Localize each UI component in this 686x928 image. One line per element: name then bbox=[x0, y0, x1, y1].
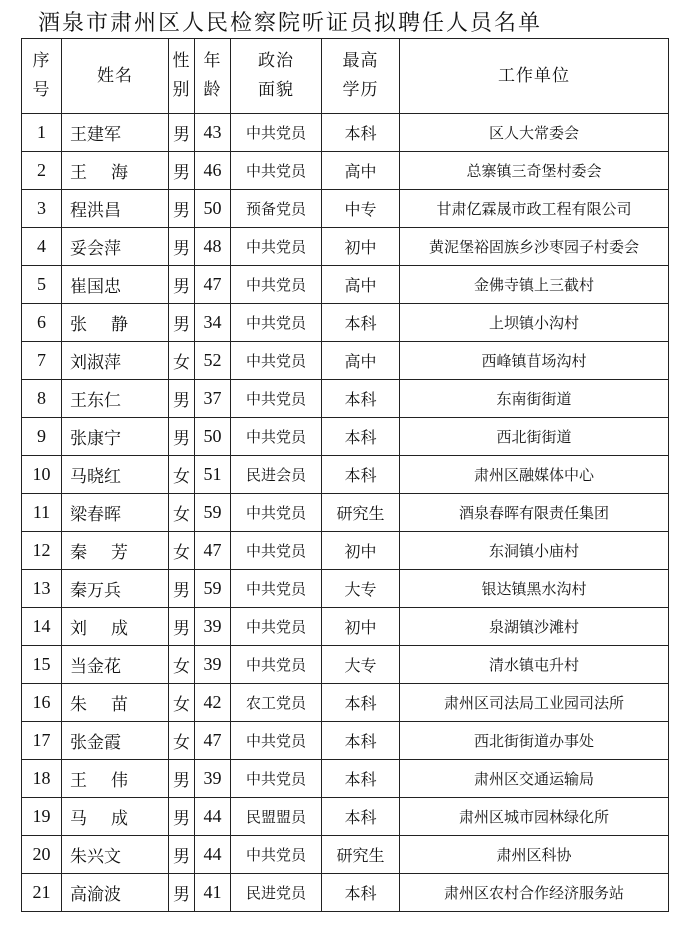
row-education: 初中 bbox=[322, 532, 400, 570]
row-sex: 女 bbox=[169, 342, 195, 380]
row-name-part: 刘淑萍 bbox=[70, 353, 121, 373]
row-party: 民盟盟员 bbox=[231, 798, 322, 836]
table-row bbox=[22, 646, 669, 684]
header-party-line2: 面貌 bbox=[258, 80, 294, 100]
table-row bbox=[22, 608, 669, 646]
row-age: 43 bbox=[195, 114, 231, 152]
table-row bbox=[22, 836, 669, 874]
row-number: 13 bbox=[22, 570, 62, 608]
row-name-part: 妥会萍 bbox=[70, 239, 121, 259]
row-age: 47 bbox=[195, 722, 231, 760]
header-no-line1: 序 bbox=[32, 51, 51, 71]
row-work-unit: 西峰镇苜场沟村 bbox=[400, 342, 669, 380]
table-row bbox=[22, 228, 669, 266]
header-no bbox=[22, 39, 62, 114]
row-party: 中共党员 bbox=[231, 722, 322, 760]
row-education: 研究生 bbox=[322, 494, 400, 532]
row-number: 9 bbox=[22, 418, 62, 456]
row-sex: 女 bbox=[169, 722, 195, 760]
row-name bbox=[62, 456, 169, 494]
row-work-unit: 肃州区科协 bbox=[400, 836, 669, 874]
row-number: 1 bbox=[22, 114, 62, 152]
row-education: 本科 bbox=[322, 456, 400, 494]
row-education: 研究生 bbox=[322, 836, 400, 874]
table-row bbox=[22, 342, 669, 380]
header-no-line2: 号 bbox=[32, 80, 51, 100]
row-number: 11 bbox=[22, 494, 62, 532]
row-number: 14 bbox=[22, 608, 62, 646]
row-number: 10 bbox=[22, 456, 62, 494]
header-edu-line1: 最高 bbox=[342, 51, 379, 71]
row-education: 本科 bbox=[322, 722, 400, 760]
row-education: 本科 bbox=[322, 874, 400, 912]
row-party: 中共党员 bbox=[231, 152, 322, 190]
row-education: 高中 bbox=[322, 342, 400, 380]
table-row bbox=[22, 418, 669, 456]
header-age bbox=[195, 39, 231, 114]
row-work-unit: 肃州区融媒体中心 bbox=[400, 456, 669, 494]
row-work-unit: 肃州区农村合作经济服务站 bbox=[400, 874, 669, 912]
row-name bbox=[62, 418, 169, 456]
roster-table bbox=[21, 38, 669, 912]
table-row bbox=[22, 722, 669, 760]
row-sex: 男 bbox=[169, 760, 195, 798]
row-name bbox=[62, 380, 169, 418]
row-number: 17 bbox=[22, 722, 62, 760]
row-name-part: 王东仁 bbox=[70, 391, 121, 411]
row-name bbox=[62, 228, 169, 266]
table-row bbox=[22, 874, 669, 912]
row-work-unit: 东南街街道 bbox=[400, 380, 669, 418]
row-name-part: 程洪昌 bbox=[70, 201, 121, 221]
row-sex: 男 bbox=[169, 608, 195, 646]
row-name-part: 王 bbox=[70, 771, 87, 791]
row-name-part: 张 bbox=[70, 315, 87, 335]
row-party: 中共党员 bbox=[231, 836, 322, 874]
row-name bbox=[62, 608, 169, 646]
header-name: 姓名 bbox=[62, 39, 169, 114]
row-sex: 女 bbox=[169, 494, 195, 532]
row-name-part: 成 bbox=[111, 619, 128, 639]
row-party: 中共党员 bbox=[231, 380, 322, 418]
row-name bbox=[62, 152, 169, 190]
row-number: 12 bbox=[22, 532, 62, 570]
row-work-unit: 肃州区司法局工业园司法所 bbox=[400, 684, 669, 722]
row-age: 51 bbox=[195, 456, 231, 494]
header-edu bbox=[322, 39, 400, 114]
row-party: 中共党员 bbox=[231, 494, 322, 532]
row-sex: 女 bbox=[169, 456, 195, 494]
row-sex: 男 bbox=[169, 266, 195, 304]
table-row bbox=[22, 304, 669, 342]
row-name-part: 高渝波 bbox=[70, 885, 121, 905]
row-party: 中共党员 bbox=[231, 342, 322, 380]
row-name bbox=[62, 798, 169, 836]
row-number: 3 bbox=[22, 190, 62, 228]
row-work-unit: 甘肃亿霖晟市政工程有限公司 bbox=[400, 190, 669, 228]
row-sex: 男 bbox=[169, 798, 195, 836]
row-work-unit: 东洞镇小庙村 bbox=[400, 532, 669, 570]
row-age: 47 bbox=[195, 532, 231, 570]
row-work-unit: 银达镇黑水沟村 bbox=[400, 570, 669, 608]
header-sex-line2: 别 bbox=[172, 80, 191, 100]
row-age: 59 bbox=[195, 494, 231, 532]
table-row bbox=[22, 152, 669, 190]
row-sex: 男 bbox=[169, 304, 195, 342]
row-education: 大专 bbox=[322, 646, 400, 684]
row-sex: 男 bbox=[169, 228, 195, 266]
header-sex-line1: 性 bbox=[172, 51, 191, 71]
row-education: 本科 bbox=[322, 684, 400, 722]
row-number: 18 bbox=[22, 760, 62, 798]
row-age: 42 bbox=[195, 684, 231, 722]
header-sex bbox=[169, 39, 195, 114]
row-education: 本科 bbox=[322, 418, 400, 456]
row-party: 民进党员 bbox=[231, 874, 322, 912]
row-party: 中共党员 bbox=[231, 570, 322, 608]
table-row bbox=[22, 114, 669, 152]
row-work-unit: 肃州区交通运输局 bbox=[400, 760, 669, 798]
row-sex: 男 bbox=[169, 874, 195, 912]
page-title: 酒泉市肃州区人民检察院听证员拟聘任人员名单 bbox=[37, 11, 542, 36]
row-work-unit: 上坝镇小沟村 bbox=[400, 304, 669, 342]
header-row bbox=[22, 39, 669, 114]
row-age: 50 bbox=[195, 418, 231, 456]
row-name-part: 成 bbox=[111, 809, 128, 829]
row-number: 21 bbox=[22, 874, 62, 912]
row-party: 预备党员 bbox=[231, 190, 322, 228]
header-unit: 工作单位 bbox=[400, 39, 669, 114]
row-education: 本科 bbox=[322, 114, 400, 152]
row-work-unit: 泉湖镇沙滩村 bbox=[400, 608, 669, 646]
row-party: 中共党员 bbox=[231, 114, 322, 152]
row-sex: 男 bbox=[169, 190, 195, 228]
row-party: 民进会员 bbox=[231, 456, 322, 494]
row-sex: 男 bbox=[169, 836, 195, 874]
header-party-line1: 政治 bbox=[258, 51, 294, 71]
row-name bbox=[62, 760, 169, 798]
table-row bbox=[22, 266, 669, 304]
row-name-part: 马 bbox=[70, 809, 87, 829]
row-age: 44 bbox=[195, 798, 231, 836]
table-row bbox=[22, 380, 669, 418]
row-party: 中共党员 bbox=[231, 266, 322, 304]
row-sex: 女 bbox=[169, 646, 195, 684]
row-age: 39 bbox=[195, 646, 231, 684]
row-name bbox=[62, 836, 169, 874]
row-name-part: 张康宁 bbox=[70, 429, 121, 449]
row-education: 初中 bbox=[322, 608, 400, 646]
row-name bbox=[62, 684, 169, 722]
row-party: 中共党员 bbox=[231, 418, 322, 456]
header-party bbox=[231, 39, 322, 114]
table-row bbox=[22, 532, 669, 570]
row-name-part: 朱兴文 bbox=[70, 847, 121, 867]
row-number: 8 bbox=[22, 380, 62, 418]
row-name-part: 当金花 bbox=[70, 657, 121, 677]
row-name-part: 伟 bbox=[111, 771, 128, 791]
roster-body bbox=[22, 114, 669, 912]
row-work-unit: 黄泥堡裕固族乡沙枣园子村委会 bbox=[400, 228, 669, 266]
header-age-line2: 龄 bbox=[203, 80, 222, 100]
row-party: 中共党员 bbox=[231, 608, 322, 646]
row-number: 5 bbox=[22, 266, 62, 304]
row-number: 20 bbox=[22, 836, 62, 874]
row-education: 本科 bbox=[322, 380, 400, 418]
row-age: 48 bbox=[195, 228, 231, 266]
row-work-unit: 区人大常委会 bbox=[400, 114, 669, 152]
row-party: 中共党员 bbox=[231, 760, 322, 798]
row-work-unit: 清水镇屯升村 bbox=[400, 646, 669, 684]
row-age: 47 bbox=[195, 266, 231, 304]
row-name-part: 秦 bbox=[70, 543, 87, 563]
row-name bbox=[62, 190, 169, 228]
row-education: 高中 bbox=[322, 266, 400, 304]
row-education: 本科 bbox=[322, 760, 400, 798]
row-name-part: 王建军 bbox=[70, 125, 121, 145]
row-sex: 男 bbox=[169, 152, 195, 190]
row-name-part: 海 bbox=[111, 163, 128, 183]
row-party: 中共党员 bbox=[231, 304, 322, 342]
row-number: 19 bbox=[22, 798, 62, 836]
row-work-unit: 金佛寺镇上三截村 bbox=[400, 266, 669, 304]
row-number: 4 bbox=[22, 228, 62, 266]
row-name bbox=[62, 114, 169, 152]
row-name-part: 刘 bbox=[70, 619, 87, 639]
row-number: 6 bbox=[22, 304, 62, 342]
row-party: 中共党员 bbox=[231, 646, 322, 684]
row-sex: 女 bbox=[169, 684, 195, 722]
row-education: 本科 bbox=[322, 304, 400, 342]
row-name-part: 王 bbox=[70, 163, 87, 183]
row-name bbox=[62, 532, 169, 570]
table-row bbox=[22, 456, 669, 494]
row-name-part: 马晓红 bbox=[70, 467, 121, 487]
row-education: 高中 bbox=[322, 152, 400, 190]
row-number: 15 bbox=[22, 646, 62, 684]
row-sex: 男 bbox=[169, 114, 195, 152]
row-education: 初中 bbox=[322, 228, 400, 266]
row-sex: 男 bbox=[169, 418, 195, 456]
row-name-part: 苗 bbox=[111, 695, 128, 715]
row-age: 39 bbox=[195, 608, 231, 646]
row-age: 50 bbox=[195, 190, 231, 228]
row-name-part: 崔国忠 bbox=[70, 277, 121, 297]
row-name bbox=[62, 722, 169, 760]
table-row bbox=[22, 190, 669, 228]
row-number: 2 bbox=[22, 152, 62, 190]
row-work-unit: 西北街街道办事处 bbox=[400, 722, 669, 760]
table-row bbox=[22, 494, 669, 532]
row-name bbox=[62, 874, 169, 912]
row-education: 本科 bbox=[322, 798, 400, 836]
row-age: 52 bbox=[195, 342, 231, 380]
row-age: 46 bbox=[195, 152, 231, 190]
header-age-line1: 年 bbox=[203, 51, 222, 71]
row-name-part: 朱 bbox=[70, 695, 87, 715]
row-age: 39 bbox=[195, 760, 231, 798]
row-work-unit: 酒泉春晖有限责任集团 bbox=[400, 494, 669, 532]
row-age: 37 bbox=[195, 380, 231, 418]
row-age: 59 bbox=[195, 570, 231, 608]
row-name bbox=[62, 570, 169, 608]
row-party: 农工党员 bbox=[231, 684, 322, 722]
header-edu-line2: 学历 bbox=[342, 80, 379, 100]
row-sex: 女 bbox=[169, 532, 195, 570]
table-row bbox=[22, 798, 669, 836]
row-name bbox=[62, 304, 169, 342]
row-age: 34 bbox=[195, 304, 231, 342]
row-name-part: 芳 bbox=[111, 543, 128, 563]
table-row bbox=[22, 684, 669, 722]
table-row bbox=[22, 760, 669, 798]
row-name bbox=[62, 266, 169, 304]
row-age: 44 bbox=[195, 836, 231, 874]
row-education: 中专 bbox=[322, 190, 400, 228]
row-work-unit: 西北街街道 bbox=[400, 418, 669, 456]
row-name bbox=[62, 342, 169, 380]
row-sex: 男 bbox=[169, 380, 195, 418]
row-number: 7 bbox=[22, 342, 62, 380]
row-name-part: 静 bbox=[111, 315, 128, 335]
row-work-unit: 肃州区城市园林绿化所 bbox=[400, 798, 669, 836]
row-sex: 男 bbox=[169, 570, 195, 608]
table-row bbox=[22, 570, 669, 608]
row-party: 中共党员 bbox=[231, 228, 322, 266]
row-name-part: 张金霞 bbox=[70, 733, 121, 753]
row-work-unit: 总寨镇三奇堡村委会 bbox=[400, 152, 669, 190]
row-party: 中共党员 bbox=[231, 532, 322, 570]
row-name-part: 梁春晖 bbox=[70, 505, 121, 525]
row-age: 41 bbox=[195, 874, 231, 912]
row-name bbox=[62, 494, 169, 532]
row-name-part: 秦万兵 bbox=[70, 581, 121, 601]
row-name bbox=[62, 646, 169, 684]
row-number: 16 bbox=[22, 684, 62, 722]
row-education: 大专 bbox=[322, 570, 400, 608]
